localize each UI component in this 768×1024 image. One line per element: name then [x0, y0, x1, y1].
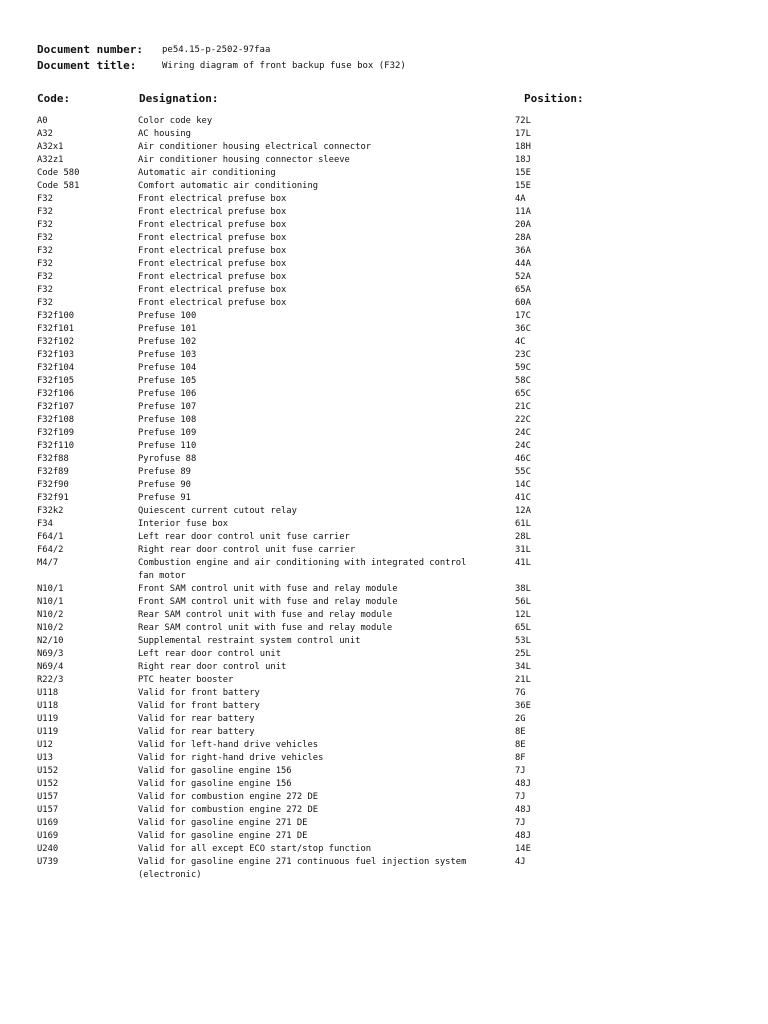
- designation-cell: Automatic air conditioning: [138, 168, 276, 178]
- position-cell: 65L: [515, 623, 531, 633]
- position-cell: 8E: [515, 727, 526, 737]
- position-cell: 28A: [515, 233, 531, 243]
- code-cell: F32f91: [37, 493, 69, 503]
- code-cell: F32f101: [37, 324, 75, 334]
- code-cell: F32f110: [37, 441, 75, 451]
- designation-cell: Prefuse 90: [138, 480, 191, 490]
- code-cell: F32: [37, 207, 53, 217]
- code-cell: N69/3: [37, 649, 64, 659]
- table-row: [0, 752, 768, 765]
- designation-cell: Quiescent current cutout relay: [138, 506, 297, 516]
- code-cell: F32: [37, 220, 53, 230]
- position-cell: 65C: [515, 389, 531, 399]
- code-cell: F32f89: [37, 467, 69, 477]
- designation-cell: Valid for left-hand drive vehicles: [138, 740, 319, 750]
- designation-cell: Prefuse 108: [138, 415, 197, 425]
- position-cell: 14E: [515, 844, 531, 854]
- position-cell: 22C: [515, 415, 531, 425]
- table-row: [0, 778, 768, 791]
- table-row: [0, 323, 768, 336]
- table-row: [0, 791, 768, 804]
- position-cell: 7J: [515, 818, 526, 828]
- position-cell: 24C: [515, 441, 531, 451]
- position-cell: 61L: [515, 519, 531, 529]
- table-row: [0, 297, 768, 310]
- designation-cell: Prefuse 100: [138, 311, 197, 321]
- designation-cell: Prefuse 91: [138, 493, 191, 503]
- code-cell: N10/1: [37, 584, 64, 594]
- designation-cell: Valid for right-hand drive vehicles: [138, 753, 324, 763]
- document-number-value: pe54.15-p-2502-97faa: [162, 45, 271, 55]
- table-row: [0, 518, 768, 531]
- code-cell: N2/10: [37, 636, 64, 646]
- code-cell: R22/3: [37, 675, 64, 685]
- code-cell: F32f106: [37, 389, 75, 399]
- designation-cell: Front electrical prefuse box: [138, 194, 287, 204]
- designation-cell: Prefuse 107: [138, 402, 197, 412]
- table-row: [0, 544, 768, 557]
- position-cell: 28L: [515, 532, 531, 542]
- table-row: [0, 271, 768, 284]
- table-row: [0, 180, 768, 193]
- position-cell: 34L: [515, 662, 531, 672]
- table-row: [0, 648, 768, 661]
- designation-cell: Prefuse 109: [138, 428, 197, 438]
- designation-cell: Supplemental restraint system control unit: [138, 636, 361, 646]
- code-cell: F32f88: [37, 454, 69, 464]
- position-cell: 65A: [515, 285, 531, 295]
- designation-cell: Valid for all except ECO start/stop function: [138, 844, 372, 854]
- table-row: [0, 531, 768, 544]
- table-row: [0, 492, 768, 505]
- designation-cell: Valid for gasoline engine 271 continuous fuel injection system (electronic): [138, 857, 467, 880]
- position-cell: 17C: [515, 311, 531, 321]
- table-row: [0, 232, 768, 245]
- designation-cell: Air conditioner housing connector sleeve: [138, 155, 350, 165]
- table-row: [0, 401, 768, 414]
- table-row: [0, 583, 768, 596]
- designation-cell: AC housing: [138, 129, 191, 139]
- table-row: [0, 193, 768, 206]
- table-row: [0, 141, 768, 154]
- table-row: [0, 700, 768, 713]
- designation-cell: Prefuse 103: [138, 350, 197, 360]
- code-cell: F32f108: [37, 415, 75, 425]
- position-cell: 72L: [515, 116, 531, 126]
- table-row: [0, 349, 768, 362]
- code-cell: F32f100: [37, 311, 75, 321]
- column-header-designation: Designation:: [139, 92, 219, 105]
- position-cell: 48J: [515, 805, 531, 815]
- code-cell: A32: [37, 129, 53, 139]
- table-row: [0, 414, 768, 427]
- designation-cell: PTC heater booster: [138, 675, 234, 685]
- code-cell: M4/7: [37, 558, 59, 568]
- position-cell: 12A: [515, 506, 531, 516]
- code-cell: F32: [37, 194, 53, 204]
- designation-cell: Left rear door control unit: [138, 649, 281, 659]
- designation-cell: Prefuse 110: [138, 441, 197, 451]
- designation-cell: Prefuse 104: [138, 363, 197, 373]
- code-cell: N10/2: [37, 623, 64, 633]
- designation-cell: Rear SAM control unit with fuse and relay module: [138, 623, 393, 633]
- position-cell: 36C: [515, 324, 531, 334]
- table-row: [0, 739, 768, 752]
- table-row: [0, 453, 768, 466]
- code-cell: F64/1: [37, 532, 64, 542]
- position-cell: 55C: [515, 467, 531, 477]
- position-cell: 8E: [515, 740, 526, 750]
- designation-cell: Front electrical prefuse box: [138, 259, 287, 269]
- designation-cell: Valid for gasoline engine 271 DE: [138, 818, 308, 828]
- position-cell: 31L: [515, 545, 531, 555]
- code-cell: Code 580: [37, 168, 80, 178]
- code-cell: U240: [37, 844, 59, 854]
- position-cell: 17L: [515, 129, 531, 139]
- code-cell: F32f103: [37, 350, 75, 360]
- column-header-code: Code:: [37, 92, 71, 105]
- code-cell: F32f105: [37, 376, 75, 386]
- code-cell: F32f109: [37, 428, 75, 438]
- position-cell: 14C: [515, 480, 531, 490]
- table-row: [0, 362, 768, 375]
- code-cell: U118: [37, 688, 59, 698]
- table-row: [0, 505, 768, 518]
- code-cell: F64/2: [37, 545, 64, 555]
- designation-cell: Valid for gasoline engine 271 DE: [138, 831, 308, 841]
- code-cell: U13: [37, 753, 53, 763]
- designation-cell: Color code key: [138, 116, 213, 126]
- table-row: [0, 466, 768, 479]
- position-cell: 59C: [515, 363, 531, 373]
- designation-cell: Prefuse 106: [138, 389, 197, 399]
- designation-cell: Combustion engine and air conditioning with integrated control fan motor: [138, 558, 467, 581]
- designation-cell: Front SAM control unit with fuse and relay module: [138, 584, 398, 594]
- document-title-label: Document title:: [37, 59, 137, 72]
- designation-cell: Prefuse 102: [138, 337, 197, 347]
- table-row: [0, 765, 768, 778]
- table-row: [0, 674, 768, 687]
- code-cell: F32: [37, 233, 53, 243]
- designation-cell: Front electrical prefuse box: [138, 233, 287, 243]
- table-row: [0, 635, 768, 648]
- designation-cell: Prefuse 105: [138, 376, 197, 386]
- table-row: [0, 128, 768, 141]
- column-header-position: Position:: [524, 92, 584, 105]
- code-cell: F32f104: [37, 363, 75, 373]
- position-cell: 48J: [515, 831, 531, 841]
- code-cell: A0: [37, 116, 48, 126]
- table-row: [0, 154, 768, 167]
- code-cell: A32z1: [37, 155, 64, 165]
- code-cell: U157: [37, 805, 59, 815]
- table-row: [0, 375, 768, 388]
- table-row: [0, 427, 768, 440]
- table-row: [0, 115, 768, 128]
- table-row: [0, 661, 768, 674]
- position-cell: 41L: [515, 558, 531, 568]
- table-row: [0, 245, 768, 258]
- position-cell: 18J: [515, 155, 531, 165]
- designation-cell: Left rear door control unit fuse carrier: [138, 532, 350, 542]
- code-cell: F32: [37, 259, 53, 269]
- position-cell: 21C: [515, 402, 531, 412]
- designation-cell: Valid for rear battery: [138, 714, 255, 724]
- code-cell: F32: [37, 272, 53, 282]
- position-cell: 15E: [515, 181, 531, 191]
- fuse-table-body: [0, 115, 768, 882]
- position-cell: 18H: [515, 142, 531, 152]
- code-cell: F32f107: [37, 402, 75, 412]
- position-cell: 58C: [515, 376, 531, 386]
- position-cell: 8F: [515, 753, 526, 763]
- position-cell: 46C: [515, 454, 531, 464]
- designation-cell: Valid for front battery: [138, 701, 260, 711]
- position-cell: 23C: [515, 350, 531, 360]
- document-title-value: Wiring diagram of front backup fuse box (F32): [162, 61, 406, 71]
- table-row: [0, 336, 768, 349]
- designation-cell: Prefuse 101: [138, 324, 197, 334]
- designation-cell: Rear SAM control unit with fuse and relay module: [138, 610, 393, 620]
- table-row: [0, 713, 768, 726]
- table-row: [0, 622, 768, 635]
- position-cell: 36E: [515, 701, 531, 711]
- position-cell: 15E: [515, 168, 531, 178]
- position-cell: 4J: [515, 857, 526, 867]
- table-row: [0, 388, 768, 401]
- code-cell: F32: [37, 298, 53, 308]
- table-row: [0, 687, 768, 700]
- designation-cell: Right rear door control unit fuse carrier: [138, 545, 356, 555]
- table-row: [0, 817, 768, 830]
- table-row: [0, 843, 768, 856]
- code-cell: U157: [37, 792, 59, 802]
- table-row: [0, 479, 768, 492]
- table-row: [0, 310, 768, 323]
- position-cell: 38L: [515, 584, 531, 594]
- position-cell: 12L: [515, 610, 531, 620]
- position-cell: 44A: [515, 259, 531, 269]
- position-cell: 25L: [515, 649, 531, 659]
- position-cell: 7J: [515, 792, 526, 802]
- document-number-label: Document number:: [37, 43, 143, 56]
- position-cell: 36A: [515, 246, 531, 256]
- table-row: [0, 856, 768, 882]
- position-cell: 20A: [515, 220, 531, 230]
- table-row: [0, 219, 768, 232]
- table-row: [0, 609, 768, 622]
- designation-cell: Front electrical prefuse box: [138, 220, 287, 230]
- code-cell: U118: [37, 701, 59, 711]
- table-row: [0, 596, 768, 609]
- position-cell: 52A: [515, 272, 531, 282]
- designation-cell: Front electrical prefuse box: [138, 298, 287, 308]
- designation-cell: Front electrical prefuse box: [138, 272, 287, 282]
- table-row: [0, 557, 768, 583]
- designation-cell: Valid for rear battery: [138, 727, 255, 737]
- designation-cell: Valid for combustion engine 272 DE: [138, 805, 319, 815]
- designation-cell: Front SAM control unit with fuse and relay module: [138, 597, 398, 607]
- designation-cell: Prefuse 89: [138, 467, 191, 477]
- code-cell: N10/2: [37, 610, 64, 620]
- table-row: [0, 167, 768, 180]
- position-cell: 60A: [515, 298, 531, 308]
- designation-cell: Front electrical prefuse box: [138, 246, 287, 256]
- table-row: [0, 284, 768, 297]
- position-cell: 21L: [515, 675, 531, 685]
- position-cell: 7G: [515, 688, 526, 698]
- code-cell: F32k2: [37, 506, 64, 516]
- designation-cell: Valid for combustion engine 272 DE: [138, 792, 319, 802]
- designation-cell: Comfort automatic air conditioning: [138, 181, 319, 191]
- designation-cell: Valid for gasoline engine 156: [138, 779, 292, 789]
- code-cell: F34: [37, 519, 53, 529]
- code-cell: U119: [37, 714, 59, 724]
- code-cell: N10/1: [37, 597, 64, 607]
- position-cell: 56L: [515, 597, 531, 607]
- code-cell: F32: [37, 246, 53, 256]
- code-cell: U152: [37, 779, 59, 789]
- table-row: [0, 206, 768, 219]
- table-row: [0, 258, 768, 271]
- position-cell: 4C: [515, 337, 526, 347]
- code-cell: U169: [37, 818, 59, 828]
- position-cell: 48J: [515, 779, 531, 789]
- position-cell: 2G: [515, 714, 526, 724]
- designation-cell: Air conditioner housing electrical connector: [138, 142, 372, 152]
- designation-cell: Valid for gasoline engine 156: [138, 766, 292, 776]
- code-cell: F32f102: [37, 337, 75, 347]
- table-row: [0, 440, 768, 453]
- code-cell: F32f90: [37, 480, 69, 490]
- table-row: [0, 726, 768, 739]
- designation-cell: Front electrical prefuse box: [138, 285, 287, 295]
- designation-cell: Front electrical prefuse box: [138, 207, 287, 217]
- designation-cell: Interior fuse box: [138, 519, 229, 529]
- code-cell: N69/4: [37, 662, 64, 672]
- designation-cell: Pyrofuse 88: [138, 454, 197, 464]
- code-cell: U169: [37, 831, 59, 841]
- position-cell: 7J: [515, 766, 526, 776]
- code-cell: A32x1: [37, 142, 64, 152]
- code-cell: U119: [37, 727, 59, 737]
- designation-cell: Right rear door control unit: [138, 662, 287, 672]
- table-row: [0, 830, 768, 843]
- designation-cell: Valid for front battery: [138, 688, 260, 698]
- position-cell: 24C: [515, 428, 531, 438]
- code-cell: U152: [37, 766, 59, 776]
- table-row: [0, 804, 768, 817]
- code-cell: U739: [37, 857, 59, 867]
- position-cell: 11A: [515, 207, 531, 217]
- code-cell: Code 581: [37, 181, 80, 191]
- position-cell: 4A: [515, 194, 526, 204]
- code-cell: F32: [37, 285, 53, 295]
- code-cell: U12: [37, 740, 53, 750]
- position-cell: 41C: [515, 493, 531, 503]
- position-cell: 53L: [515, 636, 531, 646]
